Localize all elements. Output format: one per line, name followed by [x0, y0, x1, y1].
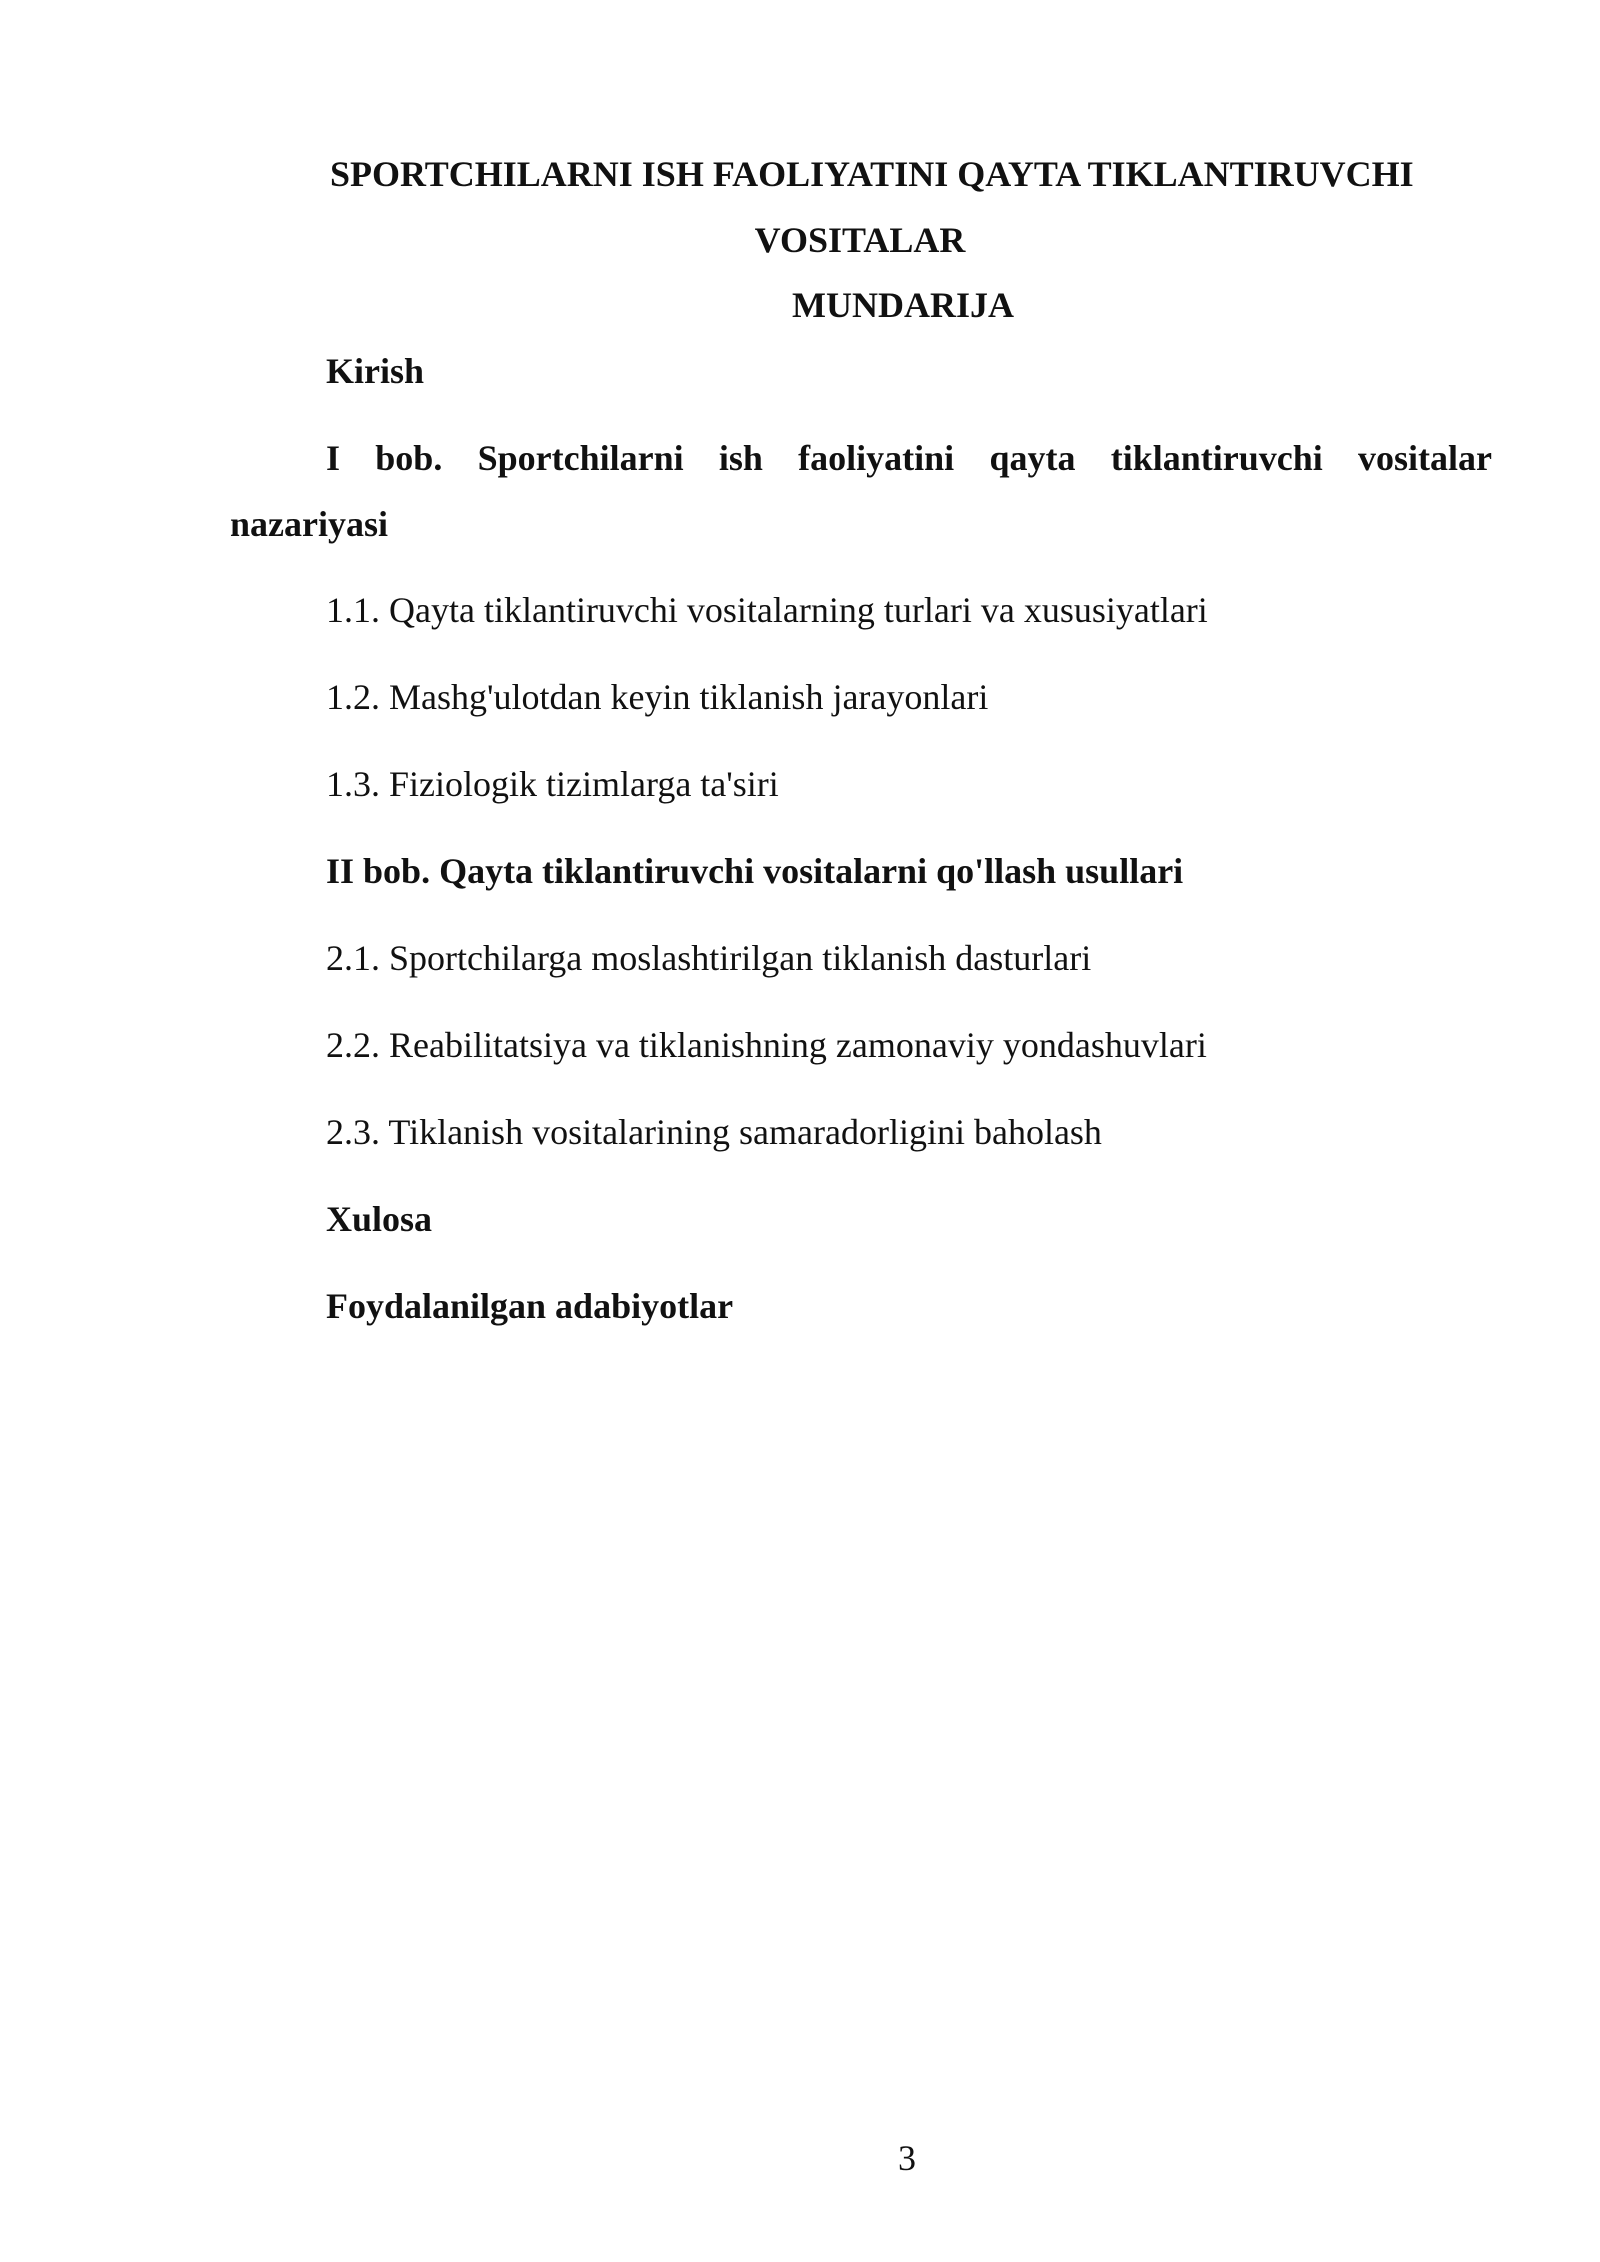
page-number: 3: [898, 2138, 916, 2178]
document-title-line-2: VOSITALAR: [754, 220, 966, 260]
toc-section-1-1: 1.1. Qayta tiklantiruvchi vositalarning turlari va xususiyatlari: [326, 590, 1208, 630]
toc-chapter-1-title: I bob. Sportchilarni ish faoliyatini qayta tiklantiruvchi vositalar: [326, 438, 1492, 478]
document-title-line-1: SPORTCHILARNI ISH FAOLIYATINI QAYTA TIKLANTIRUVCHI: [330, 154, 1414, 194]
toc-section-1-2: 1.2. Mashg'ulotdan keyin tiklanish jarayonlari: [326, 677, 989, 717]
toc-section-1-3: 1.3. Fiziologik tizimlarga ta'siri: [326, 764, 779, 804]
toc-references: Foydalanilgan adabiyotlar: [326, 1286, 734, 1326]
toc-section-2-1: 2.1. Sportchilarga moslashtirilgan tiklanish dasturlari: [326, 938, 1092, 978]
toc-section-2-3: 2.3. Tiklanish vositalarining samaradorligini baholash: [326, 1112, 1102, 1152]
toc-section-2-2: 2.2. Reabilitatsiya va tiklanishning zamonaviy yondashuvlari: [326, 1025, 1207, 1065]
toc-intro: Kirish: [326, 351, 425, 391]
toc-chapter-1-title-continued: nazariyasi: [230, 504, 388, 544]
contents-heading: MUNDARIJA: [792, 285, 1014, 325]
toc-chapter-2-title: II bob. Qayta tiklantiruvchi vositalarni qo'llash usullari: [326, 851, 1184, 891]
toc-conclusion: Xulosa: [326, 1199, 433, 1239]
